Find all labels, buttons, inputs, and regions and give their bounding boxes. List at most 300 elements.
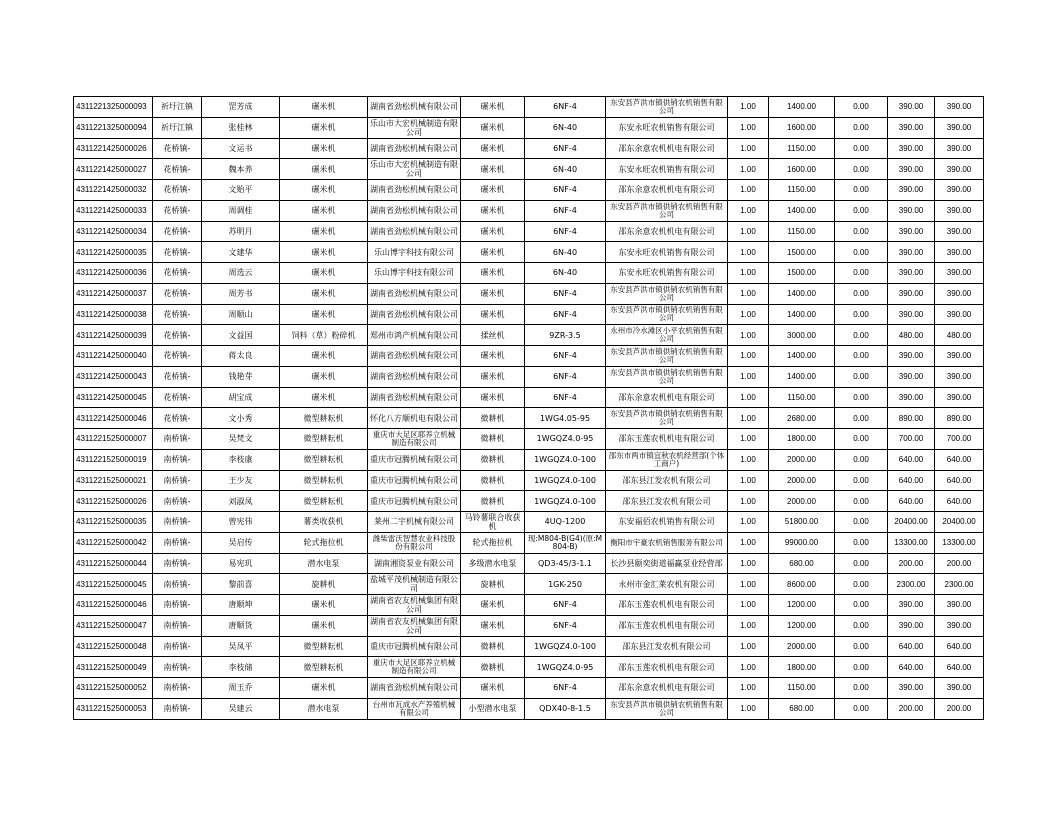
cell-other-amount: 0.00 (835, 117, 888, 138)
cell-machine-name: 揉丝机 (461, 325, 525, 346)
cell-total-subsidy: 390.00 (935, 283, 984, 304)
cell-dealer: 东安永旺农机销售有限公司 (606, 117, 728, 138)
cell-manufacturer: 莱州二宇机械有限公司 (368, 512, 461, 533)
cell-quantity: 1.00 (728, 512, 769, 533)
cell-quantity: 1.00 (728, 138, 769, 159)
cell-sale-price: 2000.00 (769, 449, 835, 470)
cell-township: 花桥镇- (153, 325, 202, 346)
cell-record-id: 4311221425000046 (74, 408, 153, 429)
cell-quantity: 1.00 (728, 283, 769, 304)
cell-township: 南桥镇- (153, 512, 202, 533)
cell-model: 6NF-4 (525, 346, 606, 367)
cell-sale-price: 1800.00 (769, 429, 835, 450)
cell-machine-name: 旋耕机 (461, 574, 525, 595)
cell-quantity: 1.00 (728, 678, 769, 699)
cell-record-id: 4311221425000035 (74, 242, 153, 263)
cell-other-amount: 0.00 (835, 97, 888, 118)
cell-model: 6NF-4 (525, 678, 606, 699)
cell-machine-category: 微型耕耘机 (280, 449, 368, 470)
cell-subsidy-amount: 2300.00 (888, 574, 935, 595)
cell-dealer: 东安县芦洪市镇供销农机销售有限公司 (606, 366, 728, 387)
table-row (74, 304, 984, 325)
cell-total-subsidy: 640.00 (935, 636, 984, 657)
cell-sale-price: 1150.00 (769, 138, 835, 159)
cell-subsidy-amount: 640.00 (888, 449, 935, 470)
cell-subsidy-amount: 390.00 (888, 159, 935, 180)
cell-applicant-name: 刘淑凤 (202, 491, 280, 512)
cell-record-id: 4311221525000052 (74, 678, 153, 699)
cell-machine-name: 小型潜水电泵 (461, 698, 525, 719)
cell-subsidy-amount: 390.00 (888, 678, 935, 699)
cell-model: 6NF-4 (525, 615, 606, 636)
cell-sale-price: 1150.00 (769, 678, 835, 699)
cell-other-amount: 0.00 (835, 387, 888, 408)
cell-model: 1WGQZ4.0-95 (525, 657, 606, 678)
cell-township: 南桥镇- (153, 615, 202, 636)
table-row (74, 678, 984, 699)
cell-township: 花桥镇- (153, 242, 202, 263)
cell-manufacturer: 湖南湘资泵业有限公司 (368, 553, 461, 574)
cell-applicant-name: 吴建云 (202, 698, 280, 719)
cell-machine-name: 马铃薯联合收获机 (461, 512, 525, 533)
cell-model: 1WGQZ4.0-100 (525, 491, 606, 512)
cell-dealer: 邵东玉莲农机机电有限公司 (606, 429, 728, 450)
cell-machine-category: 碾米机 (280, 304, 368, 325)
cell-other-amount: 0.00 (835, 678, 888, 699)
cell-other-amount: 0.00 (835, 636, 888, 657)
cell-subsidy-amount: 640.00 (888, 657, 935, 678)
cell-model: 6NF-4 (525, 180, 606, 201)
cell-subsidy-amount: 20400.00 (888, 512, 935, 533)
cell-subsidy-amount: 390.00 (888, 138, 935, 159)
cell-dealer: 永州市冷水滩区小平农机销售有限公司 (606, 325, 728, 346)
cell-applicant-name: 黎前喜 (202, 574, 280, 595)
cell-total-subsidy: 200.00 (935, 698, 984, 719)
cell-township: 南桥镇- (153, 532, 202, 553)
cell-township: 花桥镇- (153, 304, 202, 325)
cell-sale-price: 2000.00 (769, 470, 835, 491)
table-row (74, 387, 984, 408)
cell-subsidy-amount: 640.00 (888, 636, 935, 657)
cell-manufacturer: 湖南省劲松机械有限公司 (368, 387, 461, 408)
cell-record-id: 4311221425000040 (74, 346, 153, 367)
cell-total-subsidy: 2300.00 (935, 574, 984, 595)
cell-dealer: 东安县芦洪市镇供销农机销售有限公司 (606, 304, 728, 325)
cell-township: 花桥镇- (153, 387, 202, 408)
cell-machine-name: 微耕机 (461, 491, 525, 512)
cell-sale-price: 1200.00 (769, 615, 835, 636)
cell-applicant-name: 蒋太良 (202, 346, 280, 367)
cell-sale-price: 1400.00 (769, 366, 835, 387)
cell-other-amount: 0.00 (835, 698, 888, 719)
cell-manufacturer: 湖南省劲松机械有限公司 (368, 97, 461, 118)
cell-sale-price: 680.00 (769, 553, 835, 574)
subsidy-table (73, 96, 984, 720)
cell-other-amount: 0.00 (835, 159, 888, 180)
cell-applicant-name: 唐顺货 (202, 615, 280, 636)
cell-dealer: 邵东余意农机机电有限公司 (606, 138, 728, 159)
table-row (74, 200, 984, 221)
cell-total-subsidy: 390.00 (935, 387, 984, 408)
cell-manufacturer: 湖南省劲松机械有限公司 (368, 283, 461, 304)
cell-record-id: 4311221525000049 (74, 657, 153, 678)
cell-quantity: 1.00 (728, 180, 769, 201)
cell-model: 1WG4.05-95 (525, 408, 606, 429)
cell-dealer: 东安县芦洪市镇供销农机销售有限公司 (606, 346, 728, 367)
cell-machine-category: 薯类收获机 (280, 512, 368, 533)
cell-manufacturer: 湖南省劲松机械有限公司 (368, 221, 461, 242)
cell-township: 南桥镇- (153, 636, 202, 657)
cell-other-amount: 0.00 (835, 470, 888, 491)
cell-other-amount: 0.00 (835, 346, 888, 367)
cell-machine-category: 微型耕耘机 (280, 429, 368, 450)
cell-total-subsidy: 480.00 (935, 325, 984, 346)
cell-subsidy-amount: 390.00 (888, 97, 935, 118)
cell-quantity: 1.00 (728, 325, 769, 346)
cell-subsidy-amount: 890.00 (888, 408, 935, 429)
cell-quantity: 1.00 (728, 615, 769, 636)
cell-machine-category: 碾米机 (280, 283, 368, 304)
cell-township: 花桥镇- (153, 346, 202, 367)
cell-machine-name: 碾米机 (461, 221, 525, 242)
cell-machine-name: 微耕机 (461, 408, 525, 429)
cell-machine-name: 碾米机 (461, 346, 525, 367)
cell-applicant-name: 文贻平 (202, 180, 280, 201)
cell-applicant-name: 罡芳成 (202, 97, 280, 118)
cell-applicant-name: 李枝储 (202, 657, 280, 678)
cell-dealer: 邵东玉莲农机机电有限公司 (606, 595, 728, 616)
cell-sale-price: 1400.00 (769, 200, 835, 221)
cell-model: QDX40-8-1.5 (525, 698, 606, 719)
cell-total-subsidy: 640.00 (935, 470, 984, 491)
cell-other-amount: 0.00 (835, 366, 888, 387)
cell-dealer: 邵东县江发农机有限公司 (606, 491, 728, 512)
cell-machine-name: 碾米机 (461, 159, 525, 180)
cell-machine-category: 碾米机 (280, 346, 368, 367)
cell-machine-category: 潜水电泵 (280, 553, 368, 574)
cell-applicant-name: 钱艳芽 (202, 366, 280, 387)
cell-dealer: 东安永旺农机销售有限公司 (606, 263, 728, 284)
cell-machine-name: 碾米机 (461, 678, 525, 699)
cell-machine-category: 旋耕机 (280, 574, 368, 595)
cell-dealer: 邵东市两市镇宜秋农机经营部(个体工商户) (606, 449, 728, 470)
cell-dealer: 邵东余意农机机电有限公司 (606, 221, 728, 242)
cell-machine-name: 碾米机 (461, 283, 525, 304)
cell-subsidy-amount: 390.00 (888, 221, 935, 242)
cell-subsidy-amount: 390.00 (888, 117, 935, 138)
cell-record-id: 4311221425000027 (74, 159, 153, 180)
cell-model: 6N-40 (525, 242, 606, 263)
cell-quantity: 1.00 (728, 366, 769, 387)
cell-machine-name: 碾米机 (461, 200, 525, 221)
cell-total-subsidy: 390.00 (935, 304, 984, 325)
cell-machine-category: 碾米机 (280, 221, 368, 242)
cell-subsidy-amount: 700.00 (888, 429, 935, 450)
cell-machine-name: 碾米机 (461, 97, 525, 118)
cell-model: 6NF-4 (525, 283, 606, 304)
cell-subsidy-amount: 390.00 (888, 263, 935, 284)
cell-total-subsidy: 390.00 (935, 615, 984, 636)
cell-township: 南桥镇- (153, 429, 202, 450)
cell-manufacturer: 湖南省农友机械集团有限公司 (368, 615, 461, 636)
cell-subsidy-amount: 640.00 (888, 470, 935, 491)
cell-machine-category: 碾米机 (280, 678, 368, 699)
cell-dealer: 邵东余意农机机电有限公司 (606, 678, 728, 699)
cell-applicant-name: 周芳书 (202, 283, 280, 304)
table-row (74, 449, 984, 470)
cell-total-subsidy: 640.00 (935, 449, 984, 470)
cell-manufacturer: 湖南省劲松机械有限公司 (368, 180, 461, 201)
cell-quantity: 1.00 (728, 221, 769, 242)
cell-applicant-name: 苏明月 (202, 221, 280, 242)
cell-total-subsidy: 390.00 (935, 242, 984, 263)
cell-township: 花桥镇- (153, 408, 202, 429)
cell-other-amount: 0.00 (835, 553, 888, 574)
cell-quantity: 1.00 (728, 263, 769, 284)
cell-applicant-name: 周顺山 (202, 304, 280, 325)
cell-dealer: 长沙县颐奕街道福赢泵业经营部 (606, 553, 728, 574)
cell-machine-category: 潜水电泵 (280, 698, 368, 719)
cell-sale-price: 1150.00 (769, 221, 835, 242)
cell-total-subsidy: 390.00 (935, 138, 984, 159)
cell-applicant-name: 周选云 (202, 263, 280, 284)
cell-model: QD3-45/3-1.1 (525, 553, 606, 574)
cell-record-id: 4311221325000093 (74, 97, 153, 118)
cell-quantity: 1.00 (728, 636, 769, 657)
cell-township: 花桥镇- (153, 180, 202, 201)
cell-machine-name: 碾米机 (461, 304, 525, 325)
cell-sale-price: 1800.00 (769, 657, 835, 678)
cell-sale-price: 99000.00 (769, 532, 835, 553)
cell-machine-category: 碾米机 (280, 117, 368, 138)
cell-township: 南桥镇- (153, 553, 202, 574)
cell-model: 1WGQZ4.0-100 (525, 449, 606, 470)
cell-quantity: 1.00 (728, 200, 769, 221)
cell-sale-price: 2680.00 (769, 408, 835, 429)
cell-applicant-name: 魏本养 (202, 159, 280, 180)
cell-dealer: 邵东县江发农机有限公司 (606, 470, 728, 491)
cell-machine-name: 微耕机 (461, 657, 525, 678)
cell-applicant-name: 曾宪伟 (202, 512, 280, 533)
cell-dealer: 邵东余意农机机电有限公司 (606, 387, 728, 408)
cell-model: 6N-40 (525, 263, 606, 284)
cell-applicant-name: 周玉乔 (202, 678, 280, 699)
cell-machine-name: 碾米机 (461, 180, 525, 201)
cell-model: 6NF-4 (525, 200, 606, 221)
table-row (74, 595, 984, 616)
cell-record-id: 4311221525000007 (74, 429, 153, 450)
cell-township: 南桥镇- (153, 491, 202, 512)
cell-dealer: 东安县芦洪市镇供销农机销售有限公司 (606, 698, 728, 719)
cell-subsidy-amount: 200.00 (888, 698, 935, 719)
cell-subsidy-amount: 390.00 (888, 304, 935, 325)
cell-record-id: 4311221325000094 (74, 117, 153, 138)
cell-model: 6NF-4 (525, 387, 606, 408)
cell-machine-category: 碾米机 (280, 200, 368, 221)
table-row (74, 698, 984, 719)
cell-manufacturer: 湖南省劲松机械有限公司 (368, 346, 461, 367)
cell-total-subsidy: 390.00 (935, 221, 984, 242)
cell-sale-price: 1150.00 (769, 387, 835, 408)
cell-dealer: 东安永旺农机销售有限公司 (606, 242, 728, 263)
cell-applicant-name: 胡宝成 (202, 387, 280, 408)
cell-manufacturer: 乐山市大宏机械制造有限公司 (368, 117, 461, 138)
table-row (74, 221, 984, 242)
cell-manufacturer: 潍柴雷沃智慧农业科技股份有限公司 (368, 532, 461, 553)
cell-model: 6NF-4 (525, 304, 606, 325)
cell-manufacturer: 重庆市冠腾机械有限公司 (368, 491, 461, 512)
cell-quantity: 1.00 (728, 408, 769, 429)
cell-quantity: 1.00 (728, 429, 769, 450)
cell-record-id: 4311221425000036 (74, 263, 153, 284)
cell-other-amount: 0.00 (835, 325, 888, 346)
table-row (74, 532, 984, 553)
cell-machine-name: 碾米机 (461, 263, 525, 284)
cell-record-id: 4311221425000039 (74, 325, 153, 346)
table-row (74, 615, 984, 636)
table-row (74, 429, 984, 450)
cell-model: 1GK-250 (525, 574, 606, 595)
cell-applicant-name: 文小秀 (202, 408, 280, 429)
cell-record-id: 4311221525000044 (74, 553, 153, 574)
cell-dealer: 东安县芦洪市镇供销农机销售有限公司 (606, 200, 728, 221)
cell-applicant-name: 唐顺坤 (202, 595, 280, 616)
cell-machine-name: 微耕机 (461, 449, 525, 470)
cell-total-subsidy: 390.00 (935, 595, 984, 616)
cell-total-subsidy: 20400.00 (935, 512, 984, 533)
cell-record-id: 4311221425000033 (74, 200, 153, 221)
cell-other-amount: 0.00 (835, 574, 888, 595)
cell-subsidy-amount: 390.00 (888, 180, 935, 201)
cell-machine-category: 碾米机 (280, 366, 368, 387)
cell-sale-price: 3000.00 (769, 325, 835, 346)
cell-manufacturer: 盐城平茂机械制造有限公司 (368, 574, 461, 595)
cell-quantity: 1.00 (728, 574, 769, 595)
table-row (74, 325, 984, 346)
cell-machine-name: 碾米机 (461, 387, 525, 408)
cell-quantity: 1.00 (728, 698, 769, 719)
cell-applicant-name: 文益国 (202, 325, 280, 346)
cell-applicant-name: 文运书 (202, 138, 280, 159)
table-row (74, 408, 984, 429)
cell-machine-name: 碾米机 (461, 138, 525, 159)
cell-sale-price: 1500.00 (769, 263, 835, 284)
cell-quantity: 1.00 (728, 449, 769, 470)
cell-machine-category: 碾米机 (280, 263, 368, 284)
table-row (74, 263, 984, 284)
cell-manufacturer: 怀化八方顺机电有限公司 (368, 408, 461, 429)
cell-other-amount: 0.00 (835, 221, 888, 242)
cell-dealer: 永州市金汇莱农机有限公司 (606, 574, 728, 595)
cell-dealer: 东安福佰农机销售有限公司 (606, 512, 728, 533)
cell-township: 花桥镇- (153, 366, 202, 387)
cell-manufacturer: 乐山市大宏机械制造有限公司 (368, 159, 461, 180)
cell-record-id: 4311221525000046 (74, 595, 153, 616)
cell-record-id: 4311221525000019 (74, 449, 153, 470)
cell-machine-name: 碾米机 (461, 366, 525, 387)
cell-sale-price: 51800.00 (769, 512, 835, 533)
cell-township: 南桥镇- (153, 698, 202, 719)
cell-machine-name: 碾米机 (461, 242, 525, 263)
cell-township: 花桥镇- (153, 283, 202, 304)
table-row (74, 366, 984, 387)
cell-manufacturer: 乐山博宇科技有限公司 (368, 263, 461, 284)
cell-quantity: 1.00 (728, 491, 769, 512)
cell-sale-price: 1600.00 (769, 117, 835, 138)
cell-dealer: 邵东玉莲农机机电有限公司 (606, 657, 728, 678)
cell-model: 9ZR-3.5 (525, 325, 606, 346)
cell-machine-name: 微耕机 (461, 429, 525, 450)
cell-dealer: 邵东玉莲农机机电有限公司 (606, 615, 728, 636)
table-row (74, 657, 984, 678)
cell-machine-category: 碾米机 (280, 595, 368, 616)
cell-subsidy-amount: 480.00 (888, 325, 935, 346)
table-row (74, 283, 984, 304)
cell-quantity: 1.00 (728, 470, 769, 491)
cell-machine-category: 碾米机 (280, 242, 368, 263)
cell-manufacturer: 湖南省劲松机械有限公司 (368, 200, 461, 221)
cell-sale-price: 680.00 (769, 698, 835, 719)
table-row (74, 242, 984, 263)
cell-total-subsidy: 390.00 (935, 117, 984, 138)
cell-record-id: 4311221525000048 (74, 636, 153, 657)
cell-dealer: 东安县芦洪市镇供销农机销售有限公司 (606, 283, 728, 304)
cell-total-subsidy: 390.00 (935, 346, 984, 367)
cell-township: 花桥镇- (153, 159, 202, 180)
cell-sale-price: 1400.00 (769, 346, 835, 367)
cell-machine-category: 微型耕耘机 (280, 491, 368, 512)
cell-total-subsidy: 390.00 (935, 159, 984, 180)
cell-manufacturer: 重庆市大足区耶养立机械制造有限公司 (368, 429, 461, 450)
cell-other-amount: 0.00 (835, 180, 888, 201)
cell-total-subsidy: 13300.00 (935, 532, 984, 553)
cell-applicant-name: 吴凤平 (202, 636, 280, 657)
cell-quantity: 1.00 (728, 346, 769, 367)
cell-record-id: 4311221525000042 (74, 532, 153, 553)
cell-township: 祈圩江镇 (153, 117, 202, 138)
cell-total-subsidy: 390.00 (935, 678, 984, 699)
cell-machine-category: 饲料（草）粉碎机 (280, 325, 368, 346)
cell-township: 南桥镇- (153, 470, 202, 491)
cell-applicant-name: 吴梵文 (202, 429, 280, 450)
cell-machine-name: 轮式拖拉机 (461, 532, 525, 553)
cell-subsidy-amount: 390.00 (888, 242, 935, 263)
cell-other-amount: 0.00 (835, 532, 888, 553)
cell-sale-price: 1500.00 (769, 242, 835, 263)
cell-quantity: 1.00 (728, 159, 769, 180)
cell-record-id: 4311221425000037 (74, 283, 153, 304)
cell-township: 花桥镇- (153, 263, 202, 284)
cell-other-amount: 0.00 (835, 138, 888, 159)
cell-other-amount: 0.00 (835, 408, 888, 429)
cell-other-amount: 0.00 (835, 429, 888, 450)
cell-township: 花桥镇- (153, 221, 202, 242)
cell-machine-category: 微型耕耘机 (280, 657, 368, 678)
cell-quantity: 1.00 (728, 387, 769, 408)
cell-township: 花桥镇- (153, 138, 202, 159)
cell-manufacturer: 湖南省劲松机械有限公司 (368, 304, 461, 325)
cell-record-id: 4311221425000032 (74, 180, 153, 201)
cell-township: 花桥镇- (153, 200, 202, 221)
cell-machine-category: 微型耕耘机 (280, 636, 368, 657)
cell-other-amount: 0.00 (835, 200, 888, 221)
cell-dealer: 邵东余意农机机电有限公司 (606, 180, 728, 201)
cell-manufacturer: 湖南省劲松机械有限公司 (368, 678, 461, 699)
cell-manufacturer: 重庆市冠腾机械有限公司 (368, 636, 461, 657)
cell-quantity: 1.00 (728, 304, 769, 325)
cell-sale-price: 2000.00 (769, 636, 835, 657)
table-row (74, 180, 984, 201)
